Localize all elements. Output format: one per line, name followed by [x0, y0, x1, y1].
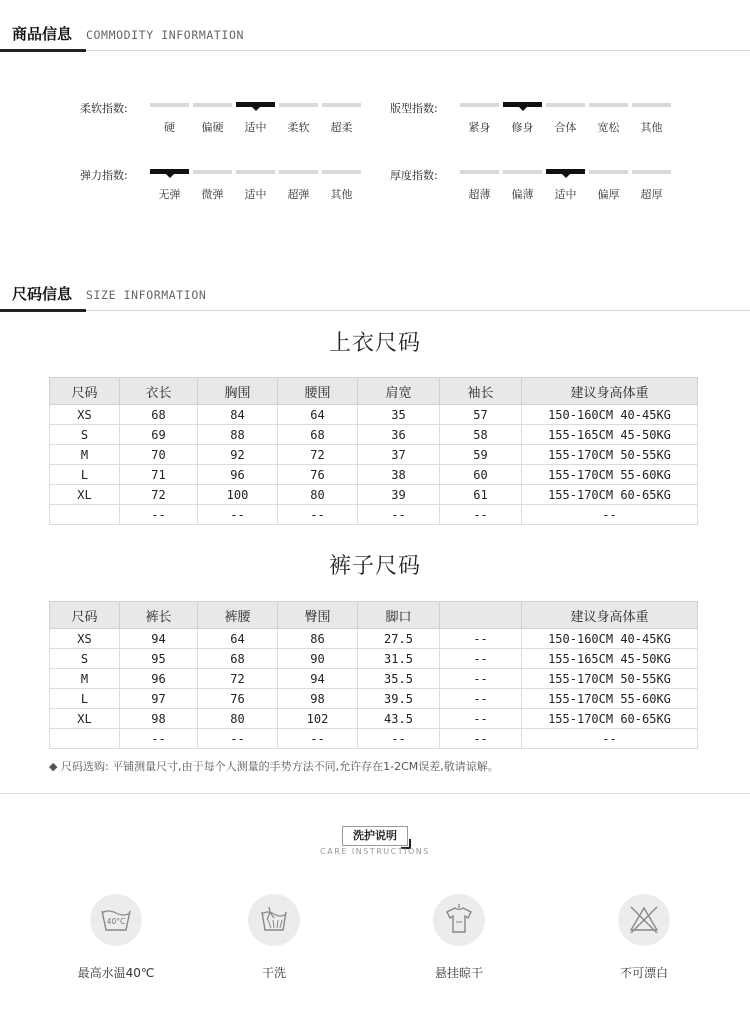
scale-option — [193, 101, 232, 135]
table-cell: 155-165CM 45-50KG — [522, 425, 698, 445]
care-item-no-bleach — [589, 894, 699, 981]
scale-option-label: 超弹 — [287, 188, 310, 201]
table-cell: 94 — [120, 629, 198, 649]
table-cell: -- — [440, 629, 522, 649]
table-cell: XS — [50, 405, 120, 425]
column-header: 袖长 — [440, 378, 522, 405]
scale-marker-selected — [150, 169, 189, 174]
table-cell: -- — [440, 669, 522, 689]
table-cell: 155-170CM 50-55KG — [522, 445, 698, 465]
scale-marker — [322, 103, 361, 107]
scale-marker — [632, 170, 671, 174]
scale-marker — [589, 170, 628, 174]
scale-option — [150, 168, 189, 202]
scale-option-label: 适中 — [244, 188, 267, 201]
table-cell: -- — [440, 689, 522, 709]
table-cell: 98 — [120, 709, 198, 729]
table-cell: 38 — [358, 465, 440, 485]
scale-marker — [503, 170, 542, 174]
table-cell: 76 — [198, 689, 278, 709]
scale-marker — [193, 103, 232, 107]
scale-option — [460, 101, 499, 135]
table-cell: 97 — [120, 689, 198, 709]
table-cell: M — [50, 669, 120, 689]
column-header: 裤长 — [120, 602, 198, 629]
table-cell: 58 — [440, 425, 522, 445]
scale-option — [193, 168, 232, 202]
column-header: 建议身高体重 — [522, 602, 698, 629]
size-info-title: 尺码信息 — [12, 285, 73, 303]
care-item-wash — [61, 894, 171, 981]
scale-option — [236, 168, 275, 202]
pants-size-table — [49, 601, 698, 749]
scale-option — [322, 168, 361, 202]
top-size-title: 上衣尺码 — [328, 331, 421, 356]
scale-marker — [193, 170, 232, 174]
table-row — [50, 629, 698, 649]
scale-option — [589, 168, 628, 202]
scale-option-label: 修身 — [511, 121, 534, 134]
table-cell: 150-160CM 40-45KG — [522, 405, 698, 425]
size-note: ◆ 尺码选购: 平铺测量尺寸,由于每个人测量的手势方法不同,允许存在1-2CM误差,敬请谅解。 — [49, 760, 499, 773]
table-cell: 35.5 — [358, 669, 440, 689]
scale-name: 厚度指数: — [390, 169, 438, 182]
table-cell: 61 — [440, 485, 522, 505]
table-cell: 39.5 — [358, 689, 440, 709]
table-cell: 150-160CM 40-45KG — [522, 629, 698, 649]
table-cell: S — [50, 425, 120, 445]
scale-marker — [279, 103, 318, 107]
table-row — [50, 485, 698, 505]
table-cell: 155-170CM 55-60KG — [522, 689, 698, 709]
care-label: 干洗 — [261, 966, 286, 980]
table-cell — [50, 729, 120, 749]
scale-option — [632, 168, 671, 202]
hang-dry-icon — [441, 902, 477, 938]
scale-option — [589, 101, 628, 135]
column-header: 腰围 — [278, 378, 358, 405]
table-cell: -- — [198, 505, 278, 525]
scale-option-label: 超厚 — [640, 188, 663, 201]
column-header: 肩宽 — [358, 378, 440, 405]
pants-size-title: 裤子尺码 — [328, 554, 421, 579]
table-cell: -- — [358, 729, 440, 749]
table-cell: 92 — [198, 445, 278, 465]
table-cell: 35 — [358, 405, 440, 425]
table-cell: 80 — [198, 709, 278, 729]
care-label: 不可漂白 — [619, 966, 668, 980]
table-cell: 72 — [198, 669, 278, 689]
table-cell: 98 — [278, 689, 358, 709]
care-item-hang-dry — [404, 894, 514, 981]
scale-marker-selected — [546, 169, 585, 174]
no-bleach-icon — [626, 902, 662, 938]
table-cell: -- — [278, 505, 358, 525]
wash-40c-icon — [98, 902, 134, 938]
table-cell: 37 — [358, 445, 440, 465]
table-cell: XL — [50, 709, 120, 729]
scale-name: 版型指数: — [390, 102, 438, 115]
scale-option-label: 微弹 — [201, 188, 224, 201]
table-cell: 36 — [358, 425, 440, 445]
care-subtitle: CARE INSTRUCTIONS — [320, 847, 430, 856]
column-header: 脚口 — [358, 602, 440, 629]
table-cell: 88 — [198, 425, 278, 445]
table-cell: -- — [440, 709, 522, 729]
scale-name: 柔软指数: — [80, 102, 128, 115]
table-cell: 90 — [278, 649, 358, 669]
column-header: 建议身高体重 — [522, 378, 698, 405]
table-cell: 96 — [198, 465, 278, 485]
scale-option — [546, 101, 585, 135]
table-cell: 39 — [358, 485, 440, 505]
table-cell: -- — [522, 505, 698, 525]
table-cell: -- — [440, 649, 522, 669]
scale-option-label: 其他 — [330, 188, 353, 201]
column-header: 尺码 — [50, 602, 120, 629]
scale-option — [236, 101, 275, 135]
commodity-info-header — [0, 18, 750, 51]
care-item-dry-clean — [219, 894, 329, 981]
table-row — [50, 649, 698, 669]
header-underline — [0, 309, 86, 312]
table-header-row — [50, 602, 698, 629]
scale-marker — [632, 103, 671, 107]
column-header: 衣长 — [120, 378, 198, 405]
table-cell: 86 — [278, 629, 358, 649]
table-cell: 68 — [198, 649, 278, 669]
scale-option-label: 超薄 — [468, 188, 491, 201]
scale-option-label: 宽松 — [597, 121, 620, 134]
care-badge: 洗护说明 — [342, 826, 408, 846]
table-row — [50, 445, 698, 465]
table-cell: 155-170CM 55-60KG — [522, 465, 698, 485]
table-cell: -- — [120, 729, 198, 749]
table-cell: 27.5 — [358, 629, 440, 649]
table-cell: 155-165CM 45-50KG — [522, 649, 698, 669]
table-cell: 94 — [278, 669, 358, 689]
table-row — [50, 709, 698, 729]
scale-marker — [322, 170, 361, 174]
table-cell: 80 — [278, 485, 358, 505]
scale-marker — [279, 170, 318, 174]
table-cell: 68 — [278, 425, 358, 445]
table-cell: M — [50, 445, 120, 465]
table-cell: 72 — [120, 485, 198, 505]
table-cell — [50, 505, 120, 525]
scale-option-label: 适中 — [554, 188, 577, 201]
scale-marker — [236, 170, 275, 174]
table-cell: 102 — [278, 709, 358, 729]
scale-option — [460, 168, 499, 202]
table-cell: 60 — [440, 465, 522, 485]
table-cell: 96 — [120, 669, 198, 689]
table-cell: 84 — [198, 405, 278, 425]
table-cell: S — [50, 649, 120, 669]
column-header: 臀围 — [278, 602, 358, 629]
table-cell: 155-170CM 50-55KG — [522, 669, 698, 689]
table-cell: 70 — [120, 445, 198, 465]
table-cell: 31.5 — [358, 649, 440, 669]
size-info-subtitle: SIZE INFORMATION — [86, 288, 207, 302]
table-cell: 69 — [120, 425, 198, 445]
table-cell: L — [50, 689, 120, 709]
scale-option-label: 柔软 — [287, 121, 310, 134]
table-cell: -- — [440, 505, 522, 525]
table-row — [50, 729, 698, 749]
table-cell: 155-170CM 60-65KG — [522, 709, 698, 729]
commodity-info-title: 商品信息 — [12, 25, 73, 43]
scale-marker — [589, 103, 628, 107]
scale-marker — [150, 103, 189, 107]
scale-option — [322, 101, 361, 135]
table-cell: -- — [278, 729, 358, 749]
table-cell: 72 — [278, 445, 358, 465]
scale-option — [279, 101, 318, 135]
scale-option — [279, 168, 318, 202]
header-underline — [0, 49, 86, 52]
scale-option — [632, 101, 671, 135]
table-cell: XS — [50, 629, 120, 649]
table-row — [50, 505, 698, 525]
table-cell: -- — [440, 729, 522, 749]
scale-option — [503, 168, 542, 202]
table-cell: 59 — [440, 445, 522, 465]
scale-option-label: 超柔 — [330, 121, 353, 134]
table-cell: 64 — [278, 405, 358, 425]
divider — [0, 793, 750, 794]
scale-marker-selected — [236, 102, 275, 107]
scale-option-label: 无弹 — [158, 188, 181, 201]
table-cell: 57 — [440, 405, 522, 425]
scale-marker-selected — [503, 102, 542, 107]
scale-option-label: 合体 — [554, 121, 577, 134]
scale-marker — [546, 103, 585, 107]
care-label: 悬挂晾干 — [434, 966, 483, 980]
scale-marker — [460, 103, 499, 107]
table-cell: -- — [198, 729, 278, 749]
table-cell: XL — [50, 485, 120, 505]
commodity-info-subtitle: COMMODITY INFORMATION — [86, 28, 244, 42]
table-cell: 100 — [198, 485, 278, 505]
table-cell: -- — [120, 505, 198, 525]
size-info-header — [0, 278, 750, 311]
table-cell: L — [50, 465, 120, 485]
column-header — [440, 602, 522, 629]
table-row — [50, 669, 698, 689]
scale-option-label: 其他 — [640, 121, 663, 134]
scale-option — [503, 101, 542, 135]
table-cell: 95 — [120, 649, 198, 669]
table-header-row — [50, 378, 698, 405]
table-cell: 43.5 — [358, 709, 440, 729]
table-cell: -- — [522, 729, 698, 749]
dry-clean-icon — [256, 902, 292, 938]
care-label: 最高水温40℃ — [77, 966, 155, 980]
scale-option — [546, 168, 585, 202]
wash-temp-text: 40°C — [106, 917, 126, 926]
table-cell: -- — [358, 505, 440, 525]
column-header: 胸围 — [198, 378, 278, 405]
scale-marker — [460, 170, 499, 174]
table-row — [50, 425, 698, 445]
top-size-table — [49, 377, 698, 525]
scale-option — [150, 101, 189, 135]
table-row — [50, 465, 698, 485]
scale-option-label: 硬 — [164, 121, 175, 134]
scale-option-label: 偏薄 — [511, 188, 534, 201]
scale-name: 弹力指数: — [80, 169, 128, 182]
table-row — [50, 405, 698, 425]
table-cell: 64 — [198, 629, 278, 649]
column-header: 裤腰 — [198, 602, 278, 629]
table-cell: 68 — [120, 405, 198, 425]
scale-option-label: 偏厚 — [597, 188, 620, 201]
table-cell: 76 — [278, 465, 358, 485]
table-row — [50, 689, 698, 709]
table-cell: 71 — [120, 465, 198, 485]
table-cell: 155-170CM 60-65KG — [522, 485, 698, 505]
scale-option-label: 紧身 — [468, 121, 491, 134]
scale-option-label: 适中 — [244, 121, 267, 134]
column-header: 尺码 — [50, 378, 120, 405]
scale-option-label: 偏硬 — [201, 121, 224, 134]
